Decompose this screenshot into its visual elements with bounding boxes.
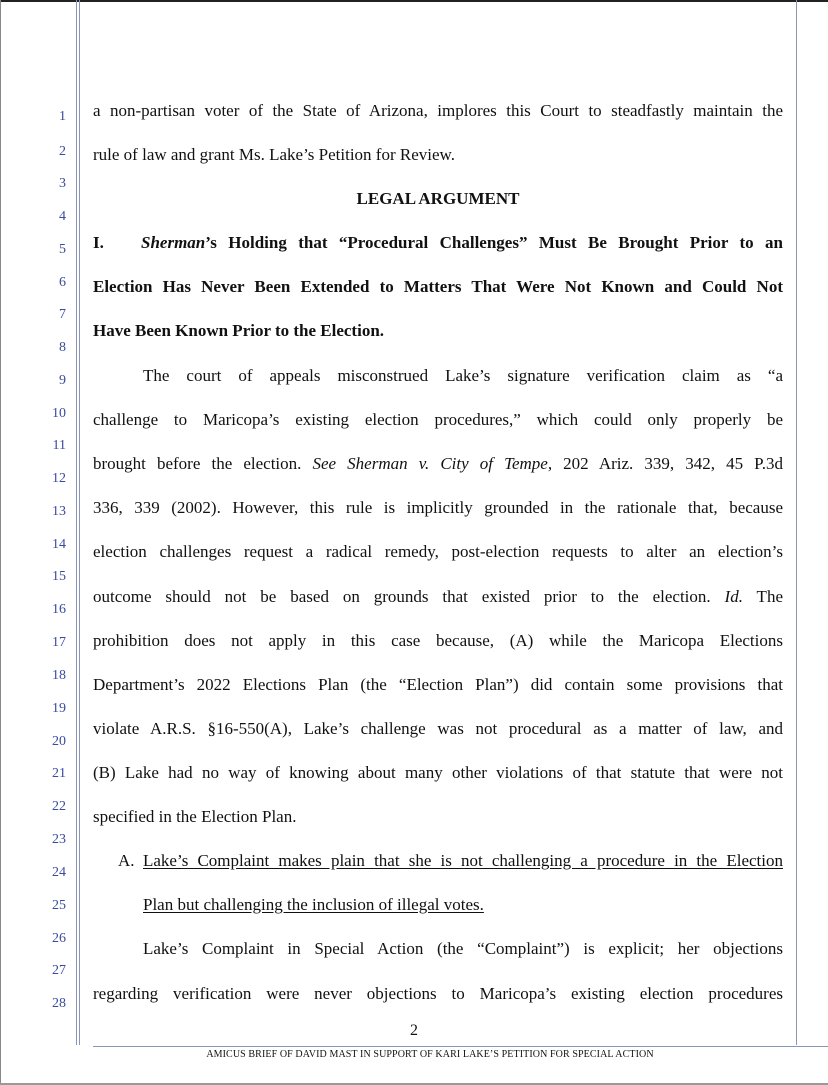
line-number: 11	[52, 438, 66, 453]
footer-caption: AMICUS BRIEF OF DAVID MAST IN SUPPORT OF KARI LAKE’S PETITION FOR SPECIAL ACTION	[206, 1049, 654, 1060]
line-number: 28	[52, 996, 66, 1011]
paragraph-line: Department’s 2022 Elections Plan (the “Election Plan”) did contain some provisions that	[93, 675, 783, 694]
intro-line: rule of law and grant Ms. Lake’s Petition for Review.	[93, 145, 455, 164]
paragraph-line: (B) Lake had no way of knowing about many other violations of that statute that were not	[93, 763, 783, 782]
line-number: 16	[52, 602, 66, 617]
subheading-label: A.	[118, 851, 135, 870]
case-citation: See Sherman v. City of Tempe	[312, 454, 548, 473]
line-number: 24	[52, 865, 66, 880]
paragraph-line: regarding verification were never objections to Maricopa’s existing election procedures	[93, 984, 783, 1003]
line-number: 23	[52, 832, 66, 847]
line-number: 20	[52, 734, 66, 749]
paragraph-line	[93, 454, 783, 474]
paragraph-line: 336, 339 (2002). However, this rule is implicitly grounded in the rationale that, because	[93, 498, 783, 517]
paragraph-line: challenge to Maricopa’s existing election procedures,” which could only properly be	[93, 410, 783, 429]
id-citation: Id.	[724, 587, 743, 606]
paragraph-line: election challenges request a radical remedy, post-election requests to alter an election’s	[93, 542, 783, 561]
line-number: 8	[59, 340, 66, 355]
paragraph-text: brought before the election.	[93, 454, 313, 473]
heading-i-line1	[93, 233, 783, 253]
page-number: 2	[410, 1022, 418, 1039]
line-number: 26	[52, 931, 66, 946]
line-number: 17	[52, 635, 66, 650]
line-number: 27	[52, 963, 66, 978]
intro-line: a non-partisan voter of the State of Arizona, implores this Court to steadfastly maintain the	[93, 101, 783, 120]
line-number: 21	[52, 766, 66, 781]
line-number: 25	[52, 898, 66, 913]
line-number: 15	[52, 569, 66, 584]
line-number: 7	[59, 307, 66, 322]
subheading-a-line2: Plan but challenging the inclusion of illegal votes.	[143, 895, 484, 914]
line-number: 1	[59, 109, 66, 124]
line-number: 22	[52, 799, 66, 814]
line-number: 19	[52, 701, 66, 716]
line-number: 9	[59, 373, 66, 388]
line-number: 10	[52, 406, 66, 421]
line-number: 6	[59, 275, 66, 290]
paragraph-line	[93, 587, 783, 607]
heading-i-line3: Have Been Known Prior to the Election.	[93, 321, 385, 340]
line-number: 2	[59, 144, 66, 159]
paragraph-line: prohibition does not apply in this case because, (A) while the Maricopa Elections	[93, 631, 783, 650]
heading-i-line2: Election Has Never Been Extended to Matters That Were Not Known and Could Not	[93, 277, 783, 296]
right-margin-rule	[796, 0, 797, 1045]
paragraph-line: violate A.R.S. §16-550(A), Lake’s challenge was not procedural as a matter of law, and	[93, 719, 783, 738]
line-number: 3	[59, 176, 66, 191]
subheading-a-line1: Lake’s Complaint makes plain that she is not challenging a procedure in the Election	[143, 851, 783, 870]
paragraph-line: Lake’s Complaint in Special Action (the “Complaint”) is explicit; her objections	[143, 939, 783, 958]
line-number: 13	[52, 504, 66, 519]
paragraph-line: specified in the Election Plan.	[93, 807, 297, 826]
heading-text: ’s Holding that “Procedural Challenges” Must Be Brought Prior to an	[205, 233, 783, 252]
paragraph-text: The	[742, 587, 783, 606]
left-margin-rule-inner	[79, 0, 80, 1045]
line-number: 4	[59, 209, 66, 224]
left-border	[0, 0, 1, 1085]
top-border	[0, 0, 828, 2]
paragraph-text: outcome should not be based on grounds that existed prior to the election.	[93, 587, 725, 606]
left-margin-rule	[76, 0, 77, 1045]
section-title: LEGAL ARGUMENT	[356, 189, 520, 208]
heading-numeral: I.	[93, 233, 104, 252]
line-number: 18	[52, 668, 66, 683]
footer-rule	[93, 1046, 828, 1047]
line-number: 12	[52, 471, 66, 486]
paragraph-text: , 202 Ariz. 339, 342, 45 P.3d	[547, 454, 783, 473]
heading-case-name: Sherman	[141, 233, 206, 252]
line-number: 14	[52, 537, 66, 552]
paragraph-line: The court of appeals misconstrued Lake’s signature verification claim as “a	[143, 366, 783, 385]
line-number: 5	[59, 242, 66, 257]
